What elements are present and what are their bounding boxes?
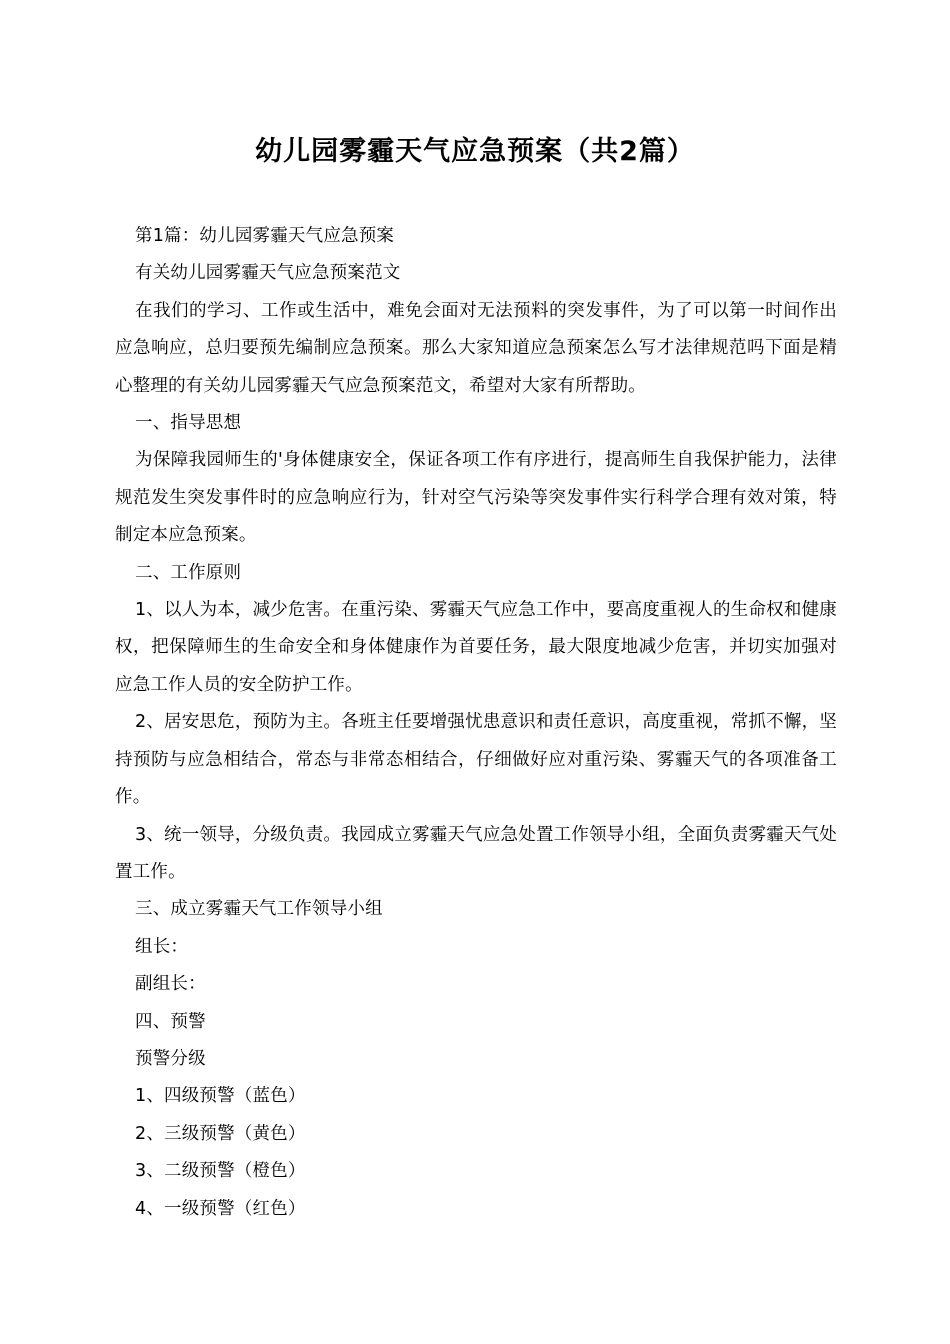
subheading-warning-levels: 预警分级: [135, 1048, 206, 1069]
section-heading-leading-group: 三、成立雾霾天气工作领导小组: [135, 899, 383, 920]
list-item-warning-level-3: 2、三级预警（黄色）: [135, 1123, 306, 1144]
paragraph-principle-1: 1、以人为本，减少危害。在重污染、雾霾天气应急工作中，要高度重视人的生命权和健康权，把保障师生的生命安全和身体健康作为首要任务，最大限度地减少危害，并切实加强对应急工作人员的安全防护工作。: [115, 600, 837, 695]
paragraph-guiding-idea: 为保障我园师生的'身体健康安全，保证各项工作有序进行，提高师生自我保护能力，法律规范发生突发事件时的应急响应行为，针对空气污染等突发事件实行科学合理有效对策，特制定本应急预案。: [115, 450, 837, 546]
list-item-warning-level-4: 1、四级预警（蓝色）: [135, 1086, 306, 1107]
paragraph-part-heading: 第1篇：幼儿园雾霾天气应急预案: [135, 226, 395, 246]
list-item-deputy-leader: 副组长：: [135, 974, 206, 995]
paragraph-principle-2: 2、居安思危，预防为主。各班主任要增强忧患意识和责任意识，高度重视，常抓不懈，坚持预防与应急相结合，常态与非常态相结合，仔细做好应对重污染、雾霾天气的各项准备工作。: [115, 712, 837, 808]
section-heading-warning: 四、预警: [135, 1011, 206, 1032]
paragraph-subtitle: 有关幼儿园雾霾天气应急预案范文: [135, 263, 401, 284]
list-item-group-leader: 组长：: [135, 936, 189, 957]
section-heading-work-principles: 二、工作原则: [135, 562, 242, 583]
document-body: [115, 218, 837, 1228]
document-title: 幼儿园雾霾天气应急预案（共2篇）: [255, 136, 695, 167]
list-item-warning-level-1: 4、一级预警（红色）: [135, 1198, 306, 1219]
section-heading-guiding-idea: 一、指导思想: [135, 413, 242, 434]
paragraph-intro: 在我们的学习、工作或生活中，难免会面对无法预料的突发事件，为了可以第一时间作出应急响应，总归要预先编制应急预案。那么大家知道应急预案怎么写才法律规范吗下面是精心整理的有关幼儿园雾霾天气应急预案范文，希望对大家有所帮助。: [115, 300, 837, 396]
list-item-warning-level-2: 3、二级预警（橙色）: [135, 1161, 306, 1182]
paragraph-principle-3: 3、统一领导，分级负责。我园成立雾霾天气应急处置工作领导小组，全面负责雾霾天气处置工作。: [115, 824, 837, 882]
